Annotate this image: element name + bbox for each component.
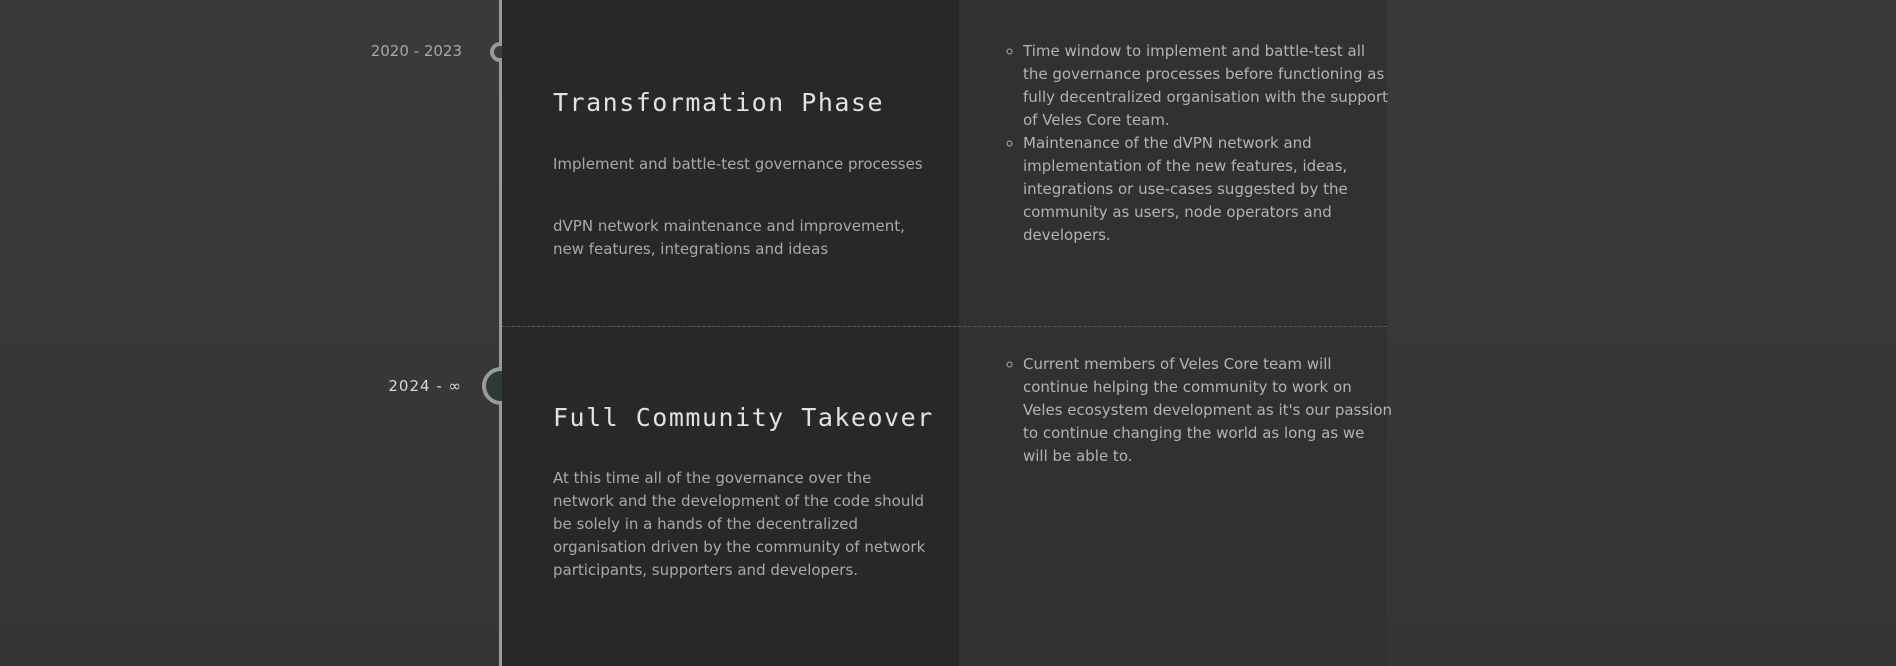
phase-title: Transformation Phase: [553, 88, 885, 117]
phase-date: 2020 - 2023: [370, 42, 462, 60]
phase-description: At this time all of the governance over the network and the development of the code should be solely in a hands of the decentralized organisation driven by the community of network participants, supporters and developers.: [553, 469, 926, 579]
phase-details: [959, 327, 1393, 666]
list-item: ◦ Time window to implement and battle-test all the governance processes before functioning as fully decentralized organisation with the support of Veles Core team.: [1023, 40, 1393, 132]
list-item: ◦ Maintenance of the dVPN network and implementation of the new features, ideas, integrations or use-cases suggested by the community as users, node operators and developers.: [1023, 132, 1393, 247]
phase-detail-list: [1003, 353, 1393, 468]
phase-description: Implement and battle-test governance processes: [553, 155, 923, 173]
phase-summary: [502, 0, 959, 326]
phase-summary: [502, 327, 959, 666]
phase-community-takeover: [502, 327, 1393, 666]
phase-title: Full Community Takeover: [553, 403, 934, 432]
list-item: ◦ Current members of Veles Core team will continue helping the community to work on Veles ecosystem development as it's our passion to continue changing the world as long as we will be able to.: [1023, 353, 1393, 468]
phase-transformation: [502, 0, 1387, 327]
phase-details: [959, 0, 1387, 326]
phase-date: 2024 - ∞: [388, 377, 462, 395]
phase-detail-list: [1003, 40, 1393, 247]
phase-description: dVPN network maintenance and improvement, new features, integrations and ideas: [553, 217, 905, 258]
